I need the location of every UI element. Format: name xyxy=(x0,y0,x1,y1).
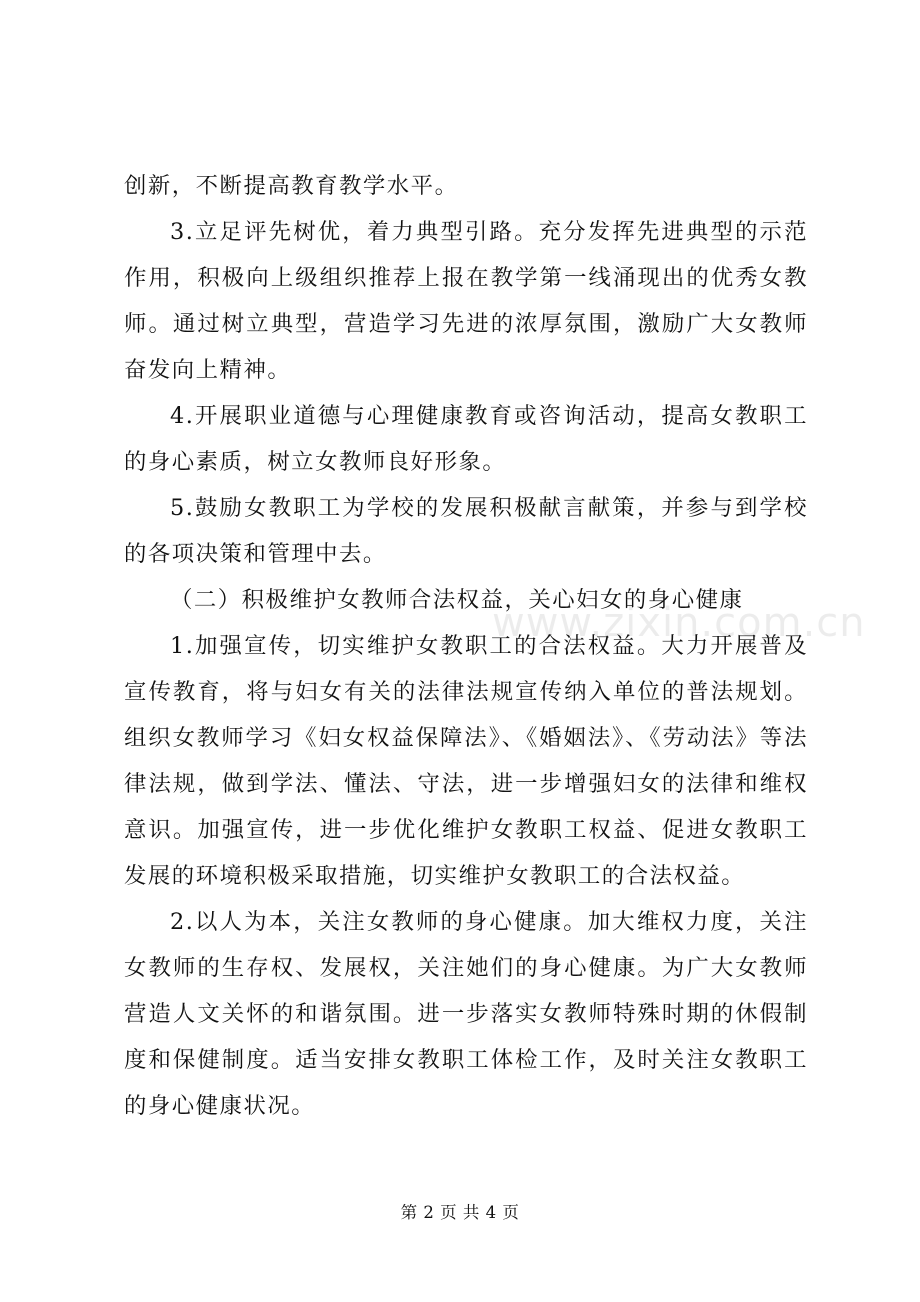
paragraph-item-4: 4.开展职业道德与心理健康教育或咨询活动，提高女教职工的身心素质，树立女教师良好形象。 xyxy=(124,403,808,475)
paragraph-item-3: 3.立足评先树优，着力典型引路。充分发挥先进典型的示范作用，积极向上级组织推荐上报在教学第一线涌现出的优秀女教师。通过树立典型，营造学习先进的浓厚氛围，激励广大女教师奋发向上精神。 xyxy=(124,219,808,383)
paragraph-item-2: 2.以人为本，关注女教师的身心健康。加大维权力度，关注女教师的生存权、发展权，关注她们的身心健康。为广大女教师营造人文关怀的和谐氛围。进一步落实女教师特殊时期的休假制度和保健制度。适当安排女教职工体检工作，及时关注女教职工的身心健康状况。 xyxy=(124,909,808,1119)
section-heading-2: （二）积极维护女教师合法权益，关心妇女的身心健康 xyxy=(170,587,744,613)
site-watermark: www.zixin.com.cn xyxy=(492,600,866,646)
document-body xyxy=(124,163,808,1129)
paragraph-item-1: 1.加强宣传，切实维护女教职工的合法权益。大力开展普及宣传教育，将与妇女有关的法律法规宣传纳入单位的普法规划。组织女教师学习《妇女权益保障法》、《婚姻法》、《劳动法》等法律法规，做到学法、懂法、守法，进一步增强妇女的法律和维权意识。加强宣传，进一步优化维护女教职工权益、促进女教职工发展的环境积极采取措施，切实维护女教职工的合法权益。 xyxy=(124,633,808,889)
page-number-footer: 第 2 页 共 4 页 xyxy=(400,1203,520,1222)
paragraph-continuation: 创新，不断提高教育教学水平。 xyxy=(124,173,459,199)
paragraph-item-5: 5.鼓励女教职工为学校的发展积极献言献策，并参与到学校的各项决策和管理中去。 xyxy=(124,495,808,567)
